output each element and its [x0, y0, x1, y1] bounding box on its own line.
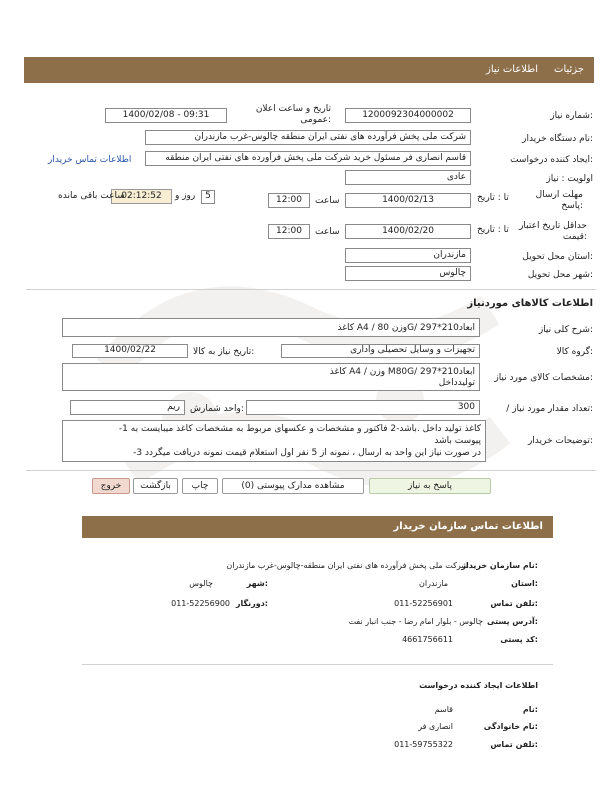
- specs-line-1: کاغذ A4 / وزن M80G/ ابعاد210*297: [329, 367, 475, 377]
- fax-value: 011-52256900: [171, 599, 230, 608]
- divider: [26, 470, 596, 471]
- postal-code-label: کد پستی:: [500, 635, 538, 644]
- exit-button[interactable]: خروج: [92, 478, 130, 494]
- validity-time-field: 12:00: [268, 224, 310, 239]
- contact-city-label: شهر:: [246, 579, 268, 588]
- description-line-2: پیوست باشد: [434, 436, 481, 446]
- days-label: روز و: [175, 191, 196, 201]
- creator-info-title: اطلاعات ایجاد کننده درخواست: [419, 681, 538, 690]
- delivery-city-label: شهر محل تحویل:: [527, 270, 593, 280]
- print-button[interactable]: چاپ: [182, 478, 218, 494]
- tab-details[interactable]: جزئیات: [554, 64, 584, 75]
- creator-label: ایجاد کننده درخواست:: [510, 155, 593, 165]
- announce-field: 1400/02/08 - 09:31: [105, 108, 227, 123]
- header-bar: [24, 57, 594, 83]
- goods-group-field: تجهیزات و وسایل تحصیلی واداری: [281, 344, 480, 358]
- divider: [26, 289, 596, 290]
- validity-until-date-label: تا : تاریخ: [477, 225, 509, 235]
- unit-field: ریم: [70, 400, 185, 415]
- validity-date-field: 1400/02/20: [345, 224, 471, 239]
- need-date-field: 1400/02/22: [72, 344, 188, 358]
- deadline-until-date-label: تا : تاریخ: [477, 193, 509, 203]
- specs-line-2: تولیدداخل: [438, 378, 475, 388]
- delivery-province-field: مازندران: [345, 248, 471, 263]
- need-number-field: 1200092304000002: [345, 108, 471, 123]
- tab-need-info[interactable]: اطلاعات نیاز: [486, 64, 538, 75]
- creator-phone-value: 011-59755322: [394, 740, 453, 749]
- deadline-time-field: 12:00: [268, 193, 310, 208]
- view-attachments-button[interactable]: مشاهده مدارک پیوستی (0): [222, 478, 364, 494]
- days-remaining-field: 5: [201, 190, 215, 204]
- goods-group-label: گروه کالا:: [556, 347, 593, 357]
- description-line-1: -1 کاغذ تولید داخل .باشد-2 فاکتور و مشخصات و عکسهای مربوط به مشخصات کاغذ میبایست به: [118, 424, 481, 434]
- contact-city-value: چالوس: [189, 579, 213, 588]
- quantity-field: 300: [246, 400, 480, 415]
- contact-phone-value: 011-52256901: [394, 599, 453, 608]
- org-name-label: نام سازمان خریدار:: [461, 561, 538, 570]
- buyer-description-field: [62, 420, 486, 462]
- contact-info-title: اطلاعات تماس سازمان خریدار: [393, 521, 543, 532]
- buyer-org-field: شرکت ملی پخش فرآورده های نفتی ایران منطقه چالوس-غرب مازندران: [145, 130, 471, 145]
- validity-time-label: ساعت: [315, 227, 340, 237]
- unit-label: واحد شمارش:: [190, 404, 244, 414]
- deadline-time-label: ساعت: [315, 196, 340, 206]
- creator-last-name-label: نام خانوادگی:: [483, 722, 538, 731]
- validity-label: حداقل تاریخ اعتبار قیمت:: [519, 221, 587, 242]
- delivery-province-label: استان محل تحویل:: [522, 252, 593, 262]
- goods-section-title: اطلاعات کالاهای موردنیاز: [467, 298, 593, 309]
- postal-address-label: آدرس پستی:: [487, 617, 538, 626]
- quantity-label: / تعداد مقدار مورد نیاز:: [506, 404, 593, 414]
- specs-label: مشخصات کالای مورد نیاز:: [494, 373, 593, 383]
- remaining-label: ساعت باقی مانده: [58, 191, 125, 201]
- description-line-3: -3 در صورت نیاز این واحد به ارسال ، نمونه از 5 نفر اول استعلام قیمت نمونه دریافت میگردد: [133, 448, 481, 458]
- specs-field: [62, 363, 480, 391]
- buyer-org-label: نام دستگاه خریدار:: [522, 134, 593, 144]
- priority-label: اولویت : نیاز: [546, 174, 593, 184]
- delivery-city-field: چالوس: [345, 266, 471, 281]
- need-number-label: شماره نیاز:: [550, 111, 593, 121]
- contact-info-bar: [82, 516, 553, 538]
- need-summary-field: کاغذ A4 / وزن 80G/ ابعاد210*297: [62, 318, 480, 337]
- buyer-contact-link[interactable]: اطلاعات تماس خریدار: [48, 155, 132, 165]
- postal-address-value: چالوس - بلوار امام رضا - جنب انبار نفت: [348, 617, 483, 626]
- buyer-description-label: توضیحات خریدار:: [527, 436, 593, 446]
- creator-first-name-label: نام:: [522, 705, 538, 714]
- back-button[interactable]: بازگشت: [133, 478, 178, 494]
- remaining-timer: 02:12:52: [111, 189, 172, 204]
- org-name-value: شرکت ملی پخش فرآورده های نفتی ایران منطقه-چالوس-غرب مازندران: [226, 561, 468, 570]
- divider: [82, 664, 553, 665]
- postal-code-value: 4661756611: [402, 635, 453, 644]
- creator-first-name-value: قاسم: [434, 705, 453, 714]
- contact-province-label: استان:: [511, 579, 538, 588]
- contact-province-value: مازندران: [419, 579, 448, 588]
- need-date-label: تاریخ نیاز به کالا:: [193, 347, 255, 357]
- announce-label: تاریخ و ساعت اعلان عمومی:: [255, 104, 331, 125]
- need-summary-label: شرح کلی نیاز:: [538, 325, 593, 335]
- deadline-label: مهلت ارسال پاسخ:: [535, 190, 583, 211]
- priority-field: عادی: [345, 170, 471, 185]
- creator-last-name-value: انصاری فر: [418, 722, 453, 731]
- creator-field: قاسم انصاری فر مسئول خرید شرکت ملی پخش فرآورده های نفتی ایران منطقه: [145, 151, 471, 166]
- creator-phone-label: تلفن تماس:: [490, 740, 538, 749]
- fax-label: دورنگار:: [235, 599, 268, 608]
- contact-phone-label: تلفن تماس:: [490, 599, 538, 608]
- reply-button[interactable]: پاسخ به نیاز: [369, 478, 491, 494]
- deadline-date-field: 1400/02/13: [345, 193, 471, 208]
